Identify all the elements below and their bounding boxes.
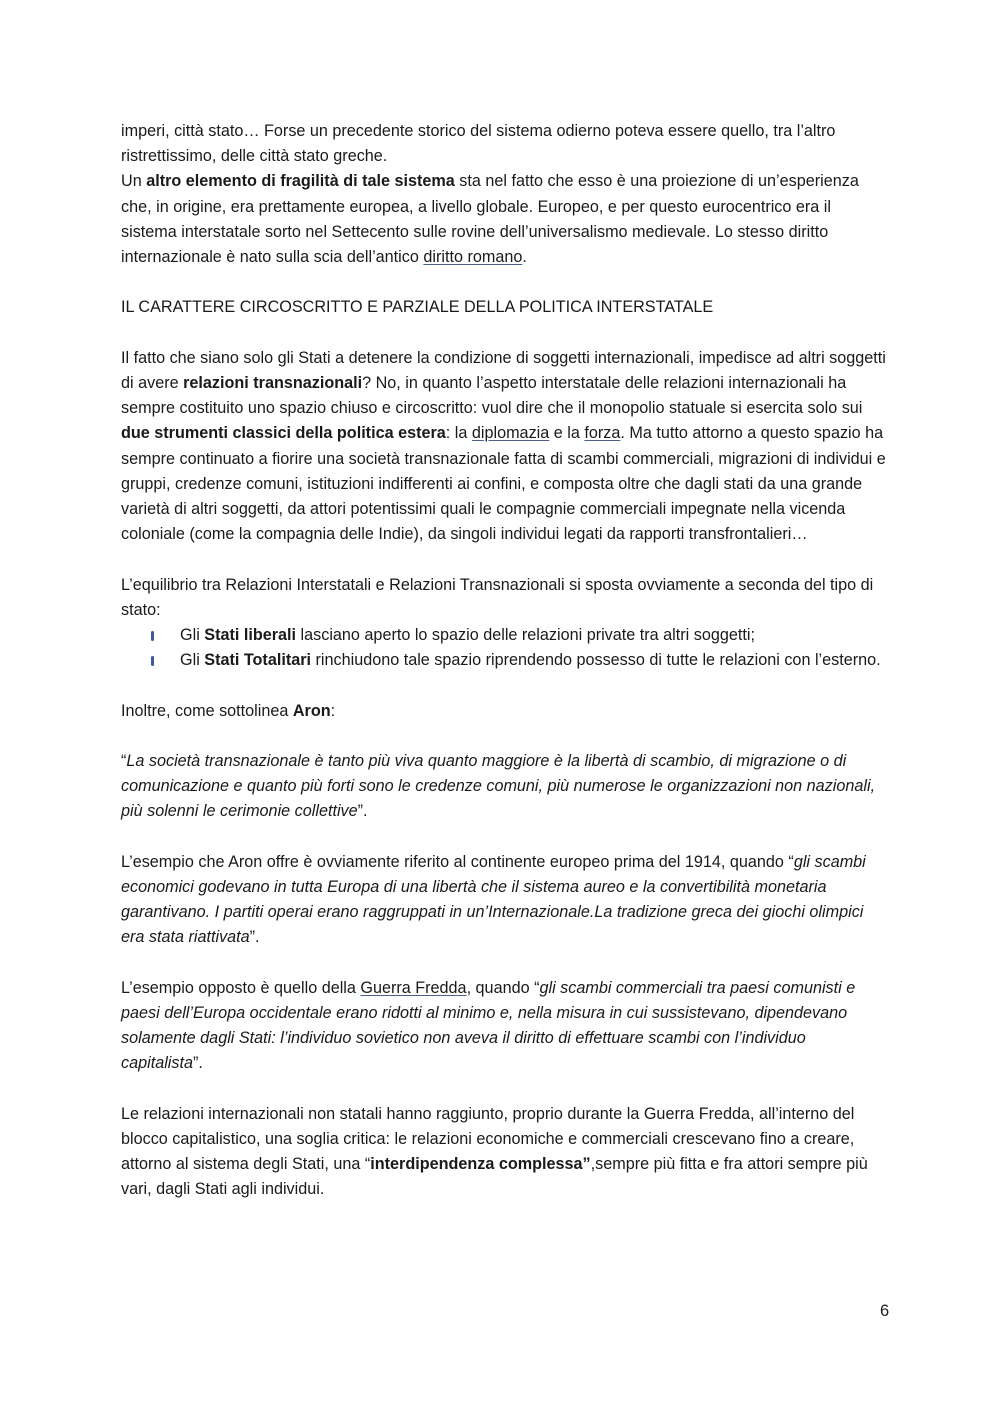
link-forza[interactable]: forza — [584, 424, 621, 443]
bullet-icon — [151, 631, 154, 641]
page-body — [121, 119, 891, 1203]
bold-relazioni-transnazionali: relazioni transnazionali — [183, 374, 363, 392]
bold-fragility: altro elemento di fragilità di tale sistema — [146, 172, 455, 191]
list-item: Gli Stati liberali lasciano aperto lo spazio delle relazioni private tra altri soggetti; — [180, 623, 891, 648]
paragraph-transnational: Il fatto che siano solo gli Stati a detenere la condizione di soggetti internazionali, impedisce ad altri soggetti di avere relazioni transnazionali? No, in quanto l’aspetto interstatale delle relazioni internazionali ha sempre costituito uno spazio chiuso e circoscritto: vuol dire che il monopolio statuale si esercita solo sui due strumenti classici della politica estera: la diplomazia e la forza. Ma tutto attorno a questo spazio ha sempre continuato a fiorire una società transnazionale fatta di scambi commerciali, migrazioni di individui e gruppi, credenze comuni, istituzioni indifferenti ai confini, e composta oltre che dagli stati da una grande varietà di altri soggetti, da attori potentissimi quali le compagnie commerciali impegnate nella vicenda coloniale (come la compagnia delle Indie), da singoli individui legati da rapporti transfrontalieri… — [121, 348, 886, 544]
bold-interdipendenza: interdipendenza complessa” — [370, 1155, 591, 1174]
bullet-icon — [151, 656, 154, 666]
paragraph-example-1914: L’esempio che Aron offre è ovviamente riferito al continente europeo prima del 1914, quando “gli scambi economici godevano in tutta Europa di una libertà che il sistema aureo e la convertibilità monetaria garantivano. I partiti operai erano raggruppati in un’Internazionale.La tradizione greca dei giochi olimpici era stata riattivata”. — [121, 852, 866, 947]
section-heading: IL CARATTERE CIRCOSCRITTO E PARZIALE DELLA POLITICA INTERSTATALE — [121, 298, 714, 317]
paragraph-example-cold-war: L’esempio opposto è quello della Guerra Fredda, quando “gli scambi commerciali tra paesi comunisti e paesi dell’Europa occidentale erano ridotti al minimo e, nella misura in cui sussistevano, dipendevano solamente dagli Stati: l’individuo sovietico non aveva il diritto di effettuare scambi con l’individuo capitalista”. — [121, 978, 856, 1073]
bold-aron: Aron — [292, 701, 331, 720]
bold-strumenti-classici: due strumenti classici della politica estera — [121, 424, 446, 443]
link-diritto-romano[interactable]: diritto romano — [423, 248, 523, 267]
list-item: Gli Stati Totalitari rinchiudono tale spazio riprendendo possesso di tutte le relazioni con l’esterno. — [180, 648, 891, 673]
link-diplomazia[interactable]: diplomazia — [471, 424, 550, 443]
bullet-list — [121, 623, 891, 673]
page-number: 6 — [880, 1302, 890, 1320]
paragraph-aron: Inoltre, come sottolinea Aron: — [121, 701, 336, 720]
quote-aron: “La società transnazionale è tanto più viva quanto maggiore è la libertà di scambio, di migrazione o di comunicazione e quanto più forti sono le credenze comuni, più numerose le organizzazioni non nazionali, più solenni le cerimonie collettive”. — [121, 752, 876, 821]
paragraph-interdipendenza: Le relazioni internazionali non statali hanno raggiunto, proprio durante la Guerra Fredda, all’interno del blocco capitalistico, una soglia critica: le relazioni economiche e commerciali crescevano fino a creare, attorno al sistema degli Stati, una “interdipendenza complessa”,sempre più fitta e fra attori sempre più vari, dagli Stati agli individui. — [121, 1104, 868, 1199]
paragraph-equilibrio: L’equilibrio tra Relazioni Interstatali e Relazioni Transnazionali si sposta ovviamente a seconda del tipo di stato: — [121, 575, 874, 619]
paragraph-intro: imperi, città stato… Forse un precedente storico del sistema odierno poteva essere quello, tra l’altro ristrettissimo, delle città stato greche. — [121, 122, 836, 166]
paragraph-fragility: Un altro elemento di fragilità di tale sistema sta nel fatto che esso è una proiezione di un’esperienza che, in origine, era prettamente europea, a livello globale. Europeo, e per questo eurocentrico era il sistema interstatale sorto nel Settecento sulle rovine dell’universalismo medievale. Lo stesso diritto internazionale è nato sulla scia dell’antico diritto romano. — [121, 172, 859, 267]
link-guerra-fredda[interactable]: Guerra Fredda — [360, 978, 467, 997]
